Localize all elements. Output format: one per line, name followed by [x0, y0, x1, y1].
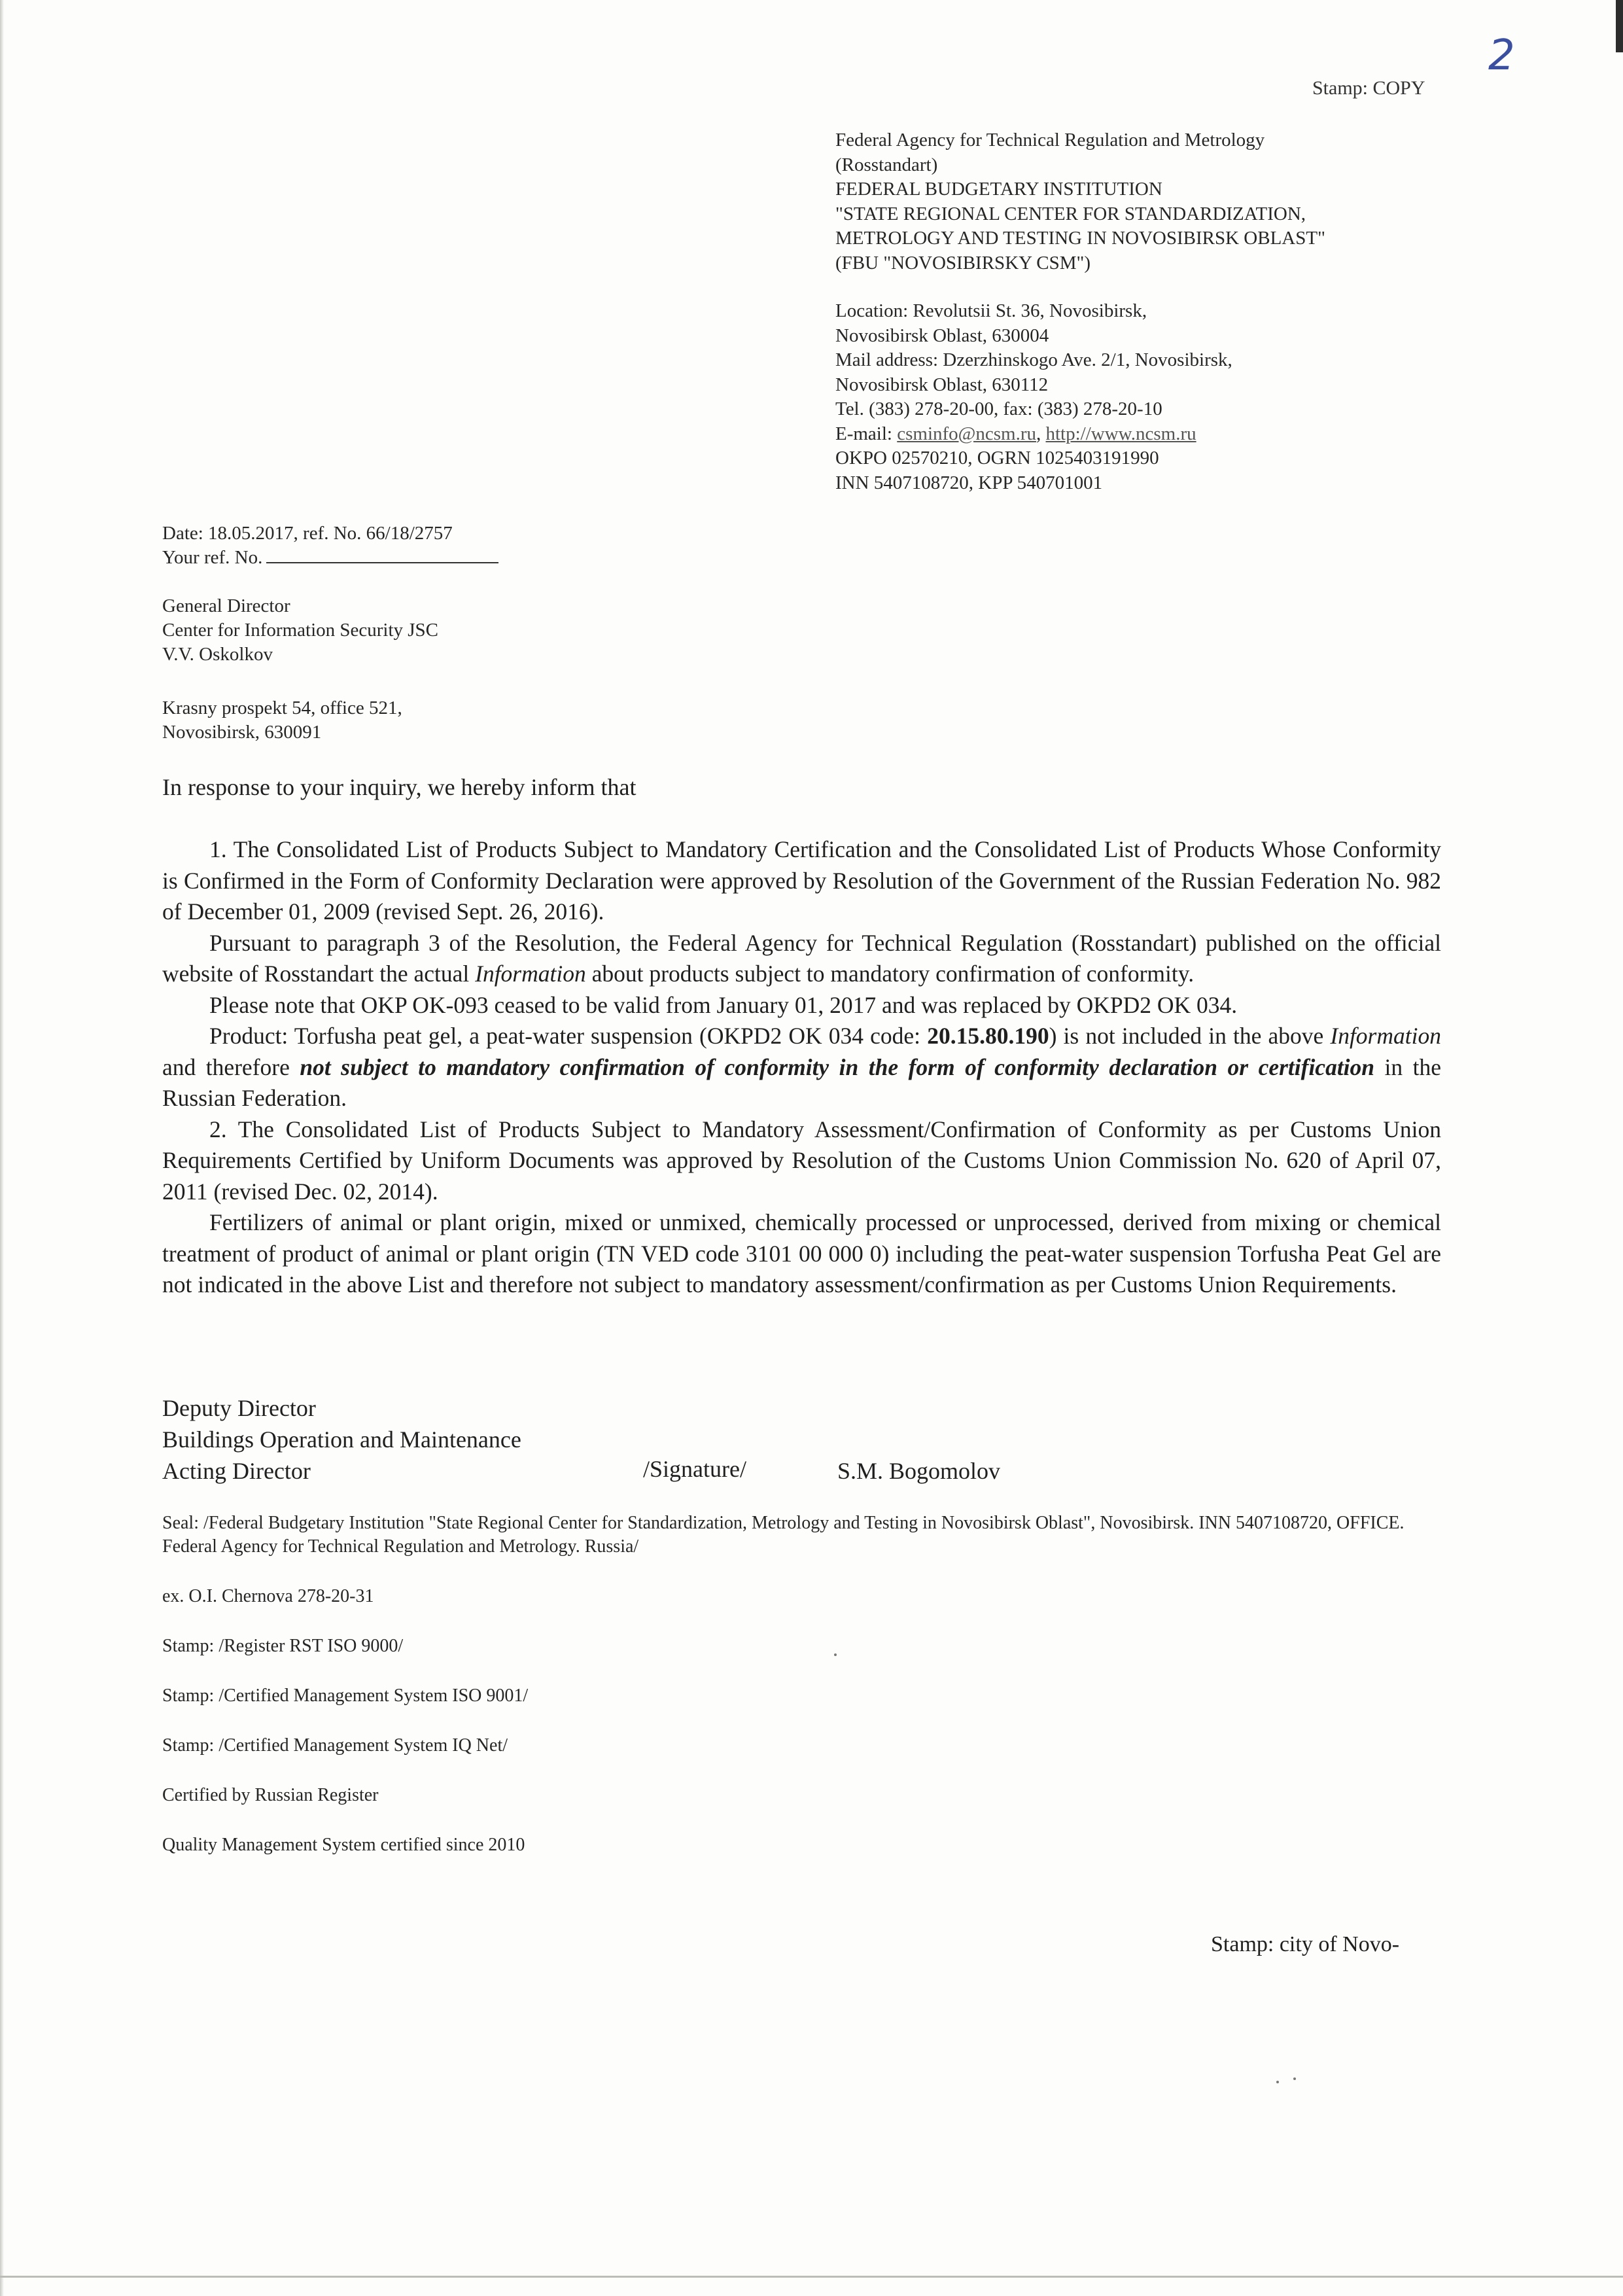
institution-type: FEDERAL BUDGETARY INSTITUTION: [835, 179, 1162, 200]
email-label: E-mail:: [835, 423, 898, 444]
letter-body: [162, 834, 1441, 1301]
paragraph-4-text-b: ) is not included in the above: [1049, 1023, 1331, 1049]
signer-name: S.M. Bogomolov: [837, 1458, 1001, 1484]
scan-speck: [834, 1653, 837, 1656]
recipient-company: Center for Information Security JSC: [162, 620, 439, 641]
paragraph-2-text-b: about products subject to mandatory confirmation of conformity.: [585, 961, 1195, 987]
scan-speck: [1276, 2081, 1279, 2083]
qms-certified: Quality Management System certified since 2010: [162, 1835, 525, 1855]
scan-speck: [1293, 2077, 1296, 2080]
signature-placeholder: /Signature/: [643, 1456, 746, 1482]
paragraph-4: [162, 1021, 1441, 1114]
address-line-2: Novosibirsk, 630091: [162, 722, 322, 743]
agency-abbr: (Rosstandart): [835, 154, 938, 175]
location-line-1: Location: Revolutsii St. 36, Novosibirsk,: [835, 300, 1147, 321]
stamp-iso-9001: Stamp: /Certified Management System ISO 9001/: [162, 1686, 529, 1706]
okpo-ogrn: OKPO 02570210, OGRN 1025403191990: [835, 448, 1159, 468]
signatory-position: [162, 1392, 521, 1487]
paragraph-4-italic: Information: [1330, 1023, 1441, 1049]
email-web-line: [835, 422, 1490, 447]
paragraph-4-text-a: Product: Torfusha peat gel, a peat-water suspension (OKPD2 OK 034 code:: [209, 1023, 928, 1049]
signatory-line-3: Acting Director: [162, 1458, 311, 1484]
paragraph-5: 2. The Consolidated List of Products Subject to Mandatory Assessment/Confirmation of Conformity as per Customs Union Requirements Certified by Uniform Documents was approved by Resolution of the Customs Union Commission No. 620 of April 07, 2011 (revised Dec. 02, 2014).: [162, 1116, 1441, 1205]
stamp-register-rst: Stamp: /Register RST ISO 9000/: [162, 1636, 404, 1656]
recipient-block: [162, 594, 438, 667]
okpd2-code: 20.15.80.190: [927, 1023, 1049, 1049]
agency-name: Federal Agency for Technical Regulation and Metrology: [835, 130, 1265, 150]
paragraph-3: Please note that OKP OK-093 ceased to be valid from January 01, 2017 and was replaced by OKPD2 OK 034.: [209, 991, 1238, 1018]
signatory-line-2: Buildings Operation and Maintenance: [162, 1426, 521, 1453]
email-separator: ,: [1036, 423, 1046, 444]
scan-edge-bottom: [0, 2276, 1623, 2278]
paragraph-4-text-d: in the Russian Federation.: [162, 1053, 1442, 1111]
institution-abbr: (FBU "NOVOSIBIRSKY CSM"): [835, 252, 1091, 274]
institution-name-1: "STATE REGIONAL CENTER FOR STANDARDIZATION,: [835, 203, 1306, 224]
scan-edge-corner: [1616, 0, 1623, 52]
executor-line: ex. O.I. Chernova 278-20-31: [162, 1586, 374, 1606]
phone-fax: Tel. (383) 278-20-00, fax: (383) 278-20-10: [835, 398, 1162, 419]
institution-name-2: METROLOGY AND TESTING IN NOVOSIBIRSK OBLAST": [835, 228, 1325, 249]
your-ref-line: [162, 546, 498, 570]
paragraph-2: [162, 928, 1441, 990]
paragraph-4-emphasis: not subject to mandatory confirmation of conformity in the form of conformity declaration or certification: [300, 1053, 1375, 1080]
location-line-2: Novosibirsk Oblast, 630004: [835, 325, 1049, 346]
stamp-iq-net: Stamp: /Certified Management System IQ Net/: [162, 1735, 508, 1756]
paragraph-2-text-a: Pursuant to paragraph 3 of the Resolution, the Federal Agency for Technical Regulation (Rosstandart) published on the official website of Rosstandart the actual: [162, 929, 1441, 987]
stamp-copy: Stamp: COPY: [1312, 77, 1425, 99]
paragraph-4-text-c: and therefore: [162, 1053, 300, 1080]
website-link[interactable]: http://www.ncsm.ru: [1045, 423, 1196, 444]
stamp-city: Stamp: city of Novo-: [1211, 1932, 1400, 1956]
scan-edge-left: [0, 0, 4, 2296]
paragraph-1: 1. The Consolidated List of Products Subject to Mandatory Certification and the Consolidated List of Products Whose Conformity is Confirmed in the Form of Conformity Declaration were approved by Resolution of the Government of the Russian Federation No. 982 of December 01, 2009 (revised Sept. 26, 2016).: [162, 836, 1441, 925]
signatory-line-1: Deputy Director: [162, 1395, 316, 1421]
date-ref-line: Date: 18.05.2017, ref. No. 66/18/2757: [162, 523, 453, 544]
certified-by: Certified by Russian Register: [162, 1785, 379, 1805]
address-line-1: Krasny prospekt 54, office 521,: [162, 698, 402, 718]
your-ref-blank: [266, 548, 498, 563]
inn-kpp: INN 5407108720, KPP 540701001: [835, 472, 1103, 493]
seal-text: Seal: /Federal Budgetary Institution "State Regional Center for Standardization, Metrology and Testing in Novosibirsk Oblast", Novosibirsk. INN 5407108720, OFFICE. Federal Agency for Technical Regulation and Metrology. Russia/: [162, 1513, 1405, 1557]
paragraph-2-italic: Information: [475, 961, 586, 987]
paragraph-6: Fertilizers of animal or plant origin, mixed or unmixed, chemically processed or unprocessed, derived from mixing or chemical treatment of product of animal or plant origin (TN VED code 3101 00 000 0) including the peat-water suspension Torfusha Peat Gel are not indicated in the above List and therefore not subject to mandatory assessment/confirmation as per Customs Union Requirements.: [162, 1209, 1441, 1298]
mail-address-line-1: Mail address: Dzerzhinskogo Ave. 2/1, Novosibirsk,: [835, 349, 1232, 370]
handwritten-page-number: 2: [1488, 31, 1515, 80]
reference-block: [162, 521, 498, 570]
sender-letterhead: [835, 128, 1490, 495]
recipient-address: [162, 696, 402, 745]
intro-sentence: In response to your inquiry, we hereby inform that: [162, 774, 637, 800]
recipient-name: V.V. Oskolkov: [162, 644, 273, 665]
mail-address-line-2: Novosibirsk Oblast, 630112: [835, 374, 1049, 395]
email-link[interactable]: csminfo@ncsm.ru: [897, 423, 1036, 444]
your-ref-label: Your ref. No.: [162, 547, 263, 568]
recipient-title: General Director: [162, 595, 290, 616]
